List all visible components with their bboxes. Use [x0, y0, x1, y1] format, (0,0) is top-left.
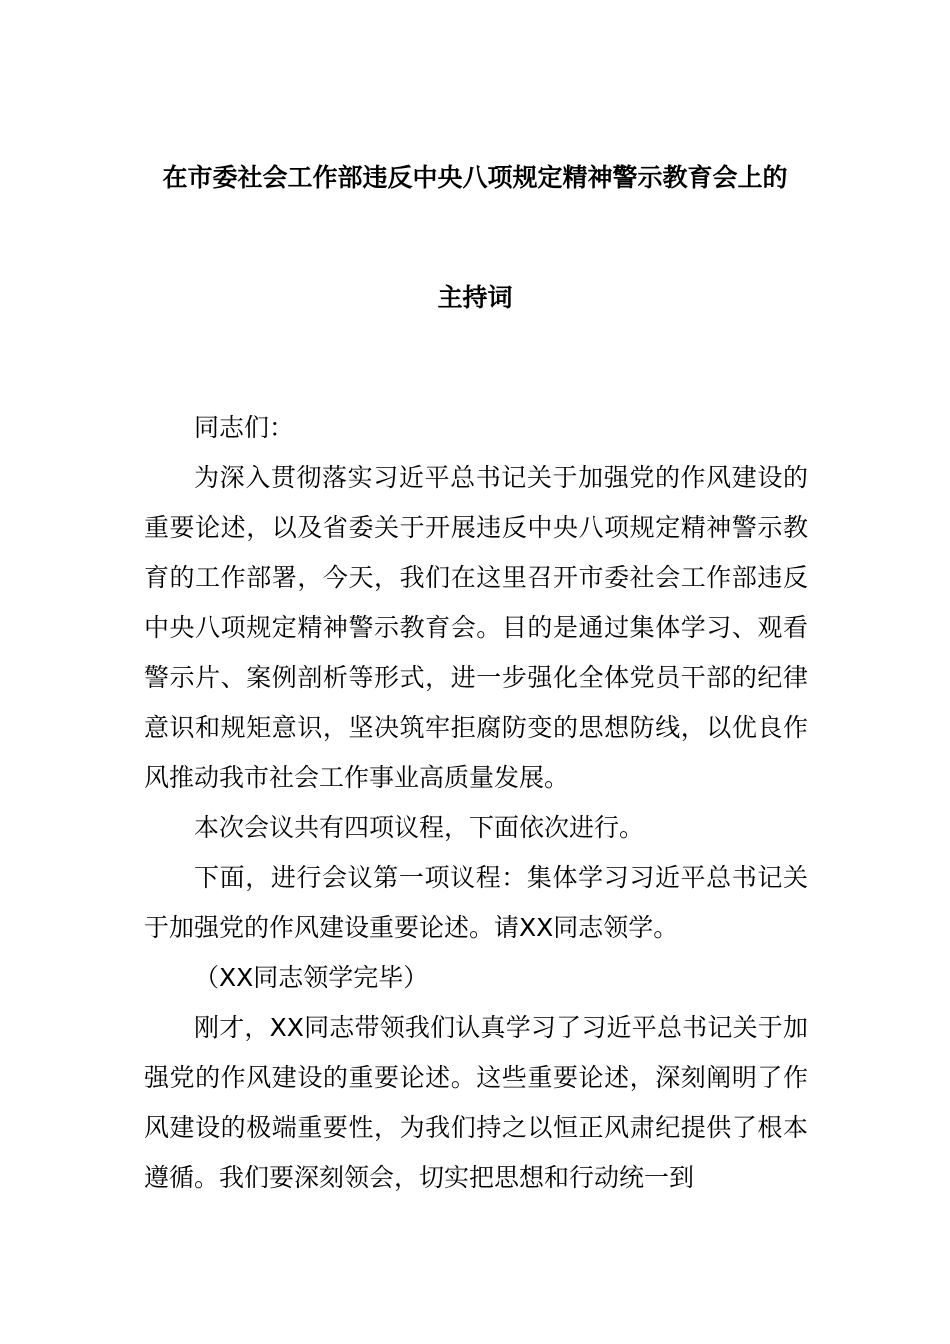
salutation: 同志们：	[194, 413, 295, 442]
paragraph-summary: 刚才，XX同志带领我们认真学习了习近平总书记关于加强党的作风建设的重要论述。这些重要论述，深刻阐明了作风建设的极端重要性，为我们持之以恒正风肃纪提供了根本遵循。我们要深刻领会，切实把思想和行动统一到	[144, 1013, 808, 1192]
document-title-line-2: 主持词	[437, 283, 513, 312]
document-title-line-1: 在市委社会工作部违反中央八项规定精神警示教育会上的	[162, 163, 788, 192]
paragraph-first-item: 下面，进行会议第一项议程：集体学习习近平总书记关于加强党的作风建设重要论述。请XX同志领学。	[144, 863, 808, 942]
paragraph-stage-note: （XX同志领学完毕）	[194, 963, 429, 992]
paragraph-agenda: 本次会议共有四项议程，下面依次进行。	[194, 813, 645, 842]
paragraph-purpose: 为深入贯彻落实习近平总书记关于加强党的作风建设的重要论述，以及省委关于开展违反中央八项规定精神警示教育的工作部署，今天，我们在这里召开市委社会工作部违反中央八项规定精神警示教育会。目的是通过集体学习、观看警示片、案例剖析等形式，进一步强化全体党员干部的纪律意识和规矩意识，坚决筑牢拒腐防变的思想防线，以优良作风推动我市社会工作事业高质量发展。	[144, 463, 808, 792]
document-body	[144, 403, 808, 1203]
